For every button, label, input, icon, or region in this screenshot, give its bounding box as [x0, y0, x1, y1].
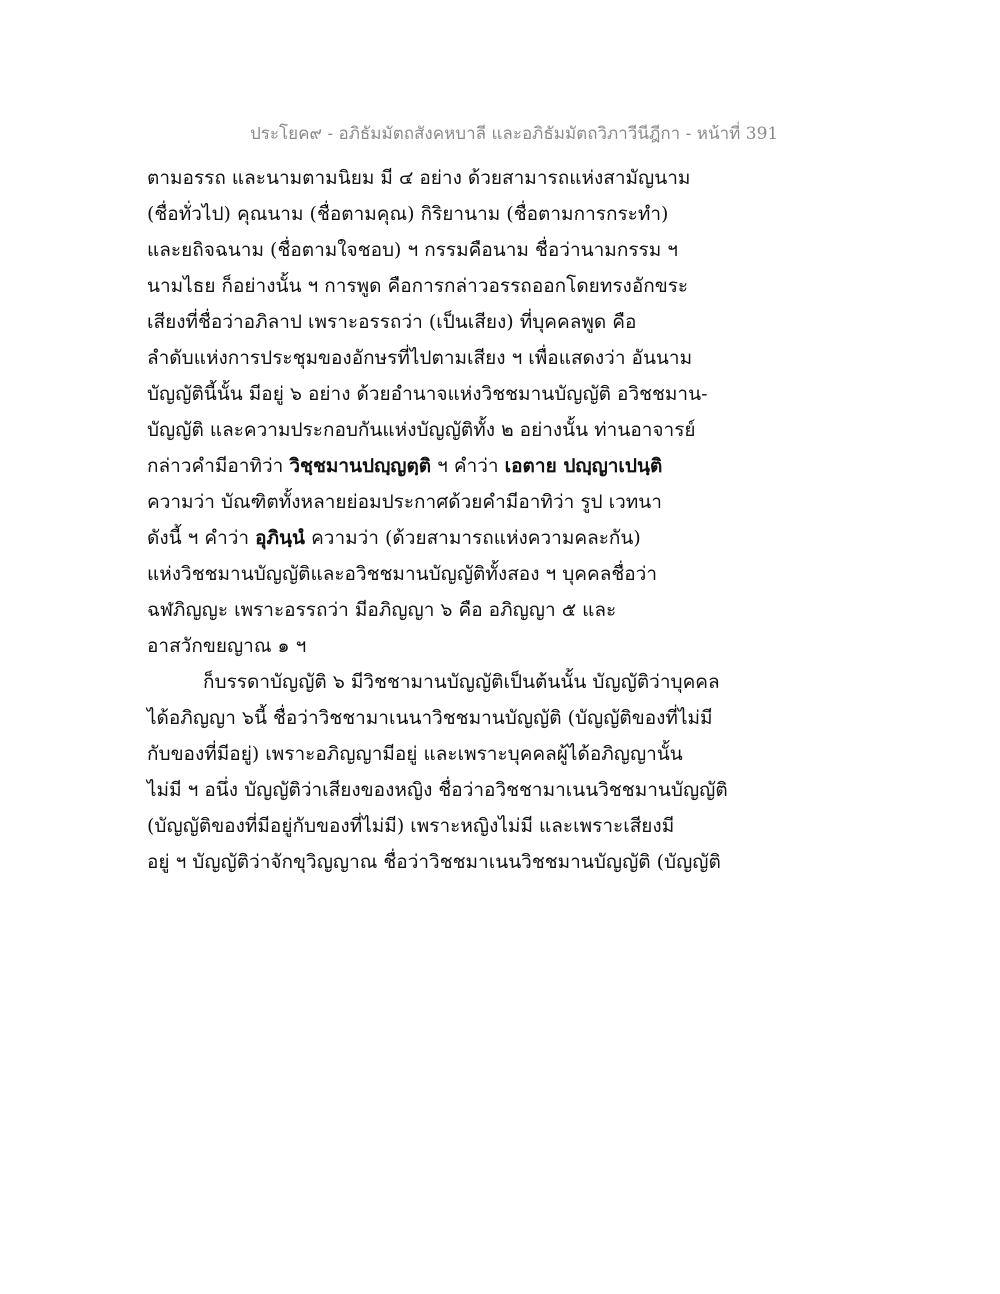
text-segment: ฯ คำว่า: [431, 455, 505, 477]
text-line: (บัญญัติของที่มีอยู่กับของที่ไม่มี) เพราะหญิงไม่มี และเพราะเสียงมี: [147, 815, 675, 837]
text-line-with-terms: [147, 448, 787, 484]
text-segment: ความว่า (ด้วยสามารถแห่งความคละกัน): [305, 527, 641, 549]
text-line: ตามอรรถ และนามตามนิยม มี ๔ อย่าง ด้วยสามารถแห่งสามัญนาม: [147, 167, 691, 189]
text-line: ความว่า บัณฑิตทั้งหลายย่อมประกาศด้วยคำมีอาทิว่า รูป เวทนา: [147, 491, 662, 513]
text-line: อาสวักขยญาณ ๑ ฯ: [147, 635, 307, 657]
pali-term: อุภินฺนํ: [255, 527, 306, 549]
text-line: ลำดับแห่งการประชุมของอักษรที่ไปตามเสียง ฯ เพื่อแสดงว่า อันนาม: [147, 347, 693, 369]
text-line: นามไธย ก็อย่างนั้น ฯ การพูด คือการกล่าวอรรถออกโดยทรงอักขระ: [147, 275, 689, 297]
text-line: (ชื่อทั่วไป) คุณนาม (ชื่อตามคุณ) กิริยานาม (ชื่อตามการกระทำ): [147, 203, 669, 225]
paragraph-first-line: ก็บรรดาบัญญัติ ๖ มีวิชชามานบัญญัติเป็นต้นนั้น บัญญัติว่าบุคคล: [203, 671, 720, 693]
text-line: ได้อภิญญา ๖นี้ ชื่อว่าวิชชามาเนนาวิชชมานบัญญัติ (บัญญัติของที่ไม่มี: [147, 707, 713, 729]
text-segment: ดังนี้ ฯ คำว่า: [147, 527, 256, 549]
pali-term: เอตาย ปญฺญาเปนฺติ: [504, 455, 663, 477]
text-line: ไม่มี ฯ อนึ่ง บัญญัติว่าเสียงของหญิง ชื่อว่าอวิชชามาเนนวิชชมานบัญญัติ: [147, 779, 728, 801]
text-line-with-term: [147, 520, 787, 556]
text-line: กับของที่มีอยู่) เพราะอภิญญามีอยู่ และเพราะบุคคลผู้ได้อภิญญานั้น: [147, 743, 683, 765]
text-line: บัญญัติ และความประกอบกันแห่งบัญญัติทั้ง ๒ อย่างนั้น ท่านอาจารย์: [147, 419, 696, 441]
text-segment: กล่าวคำมีอาทิว่า: [147, 455, 290, 477]
text-line: และยถิจฉนาม (ชื่อตามใจชอบ) ฯ กรรมคือนาม ชื่อว่านามกรรม ฯ: [147, 239, 678, 261]
running-header: ประโยค๙ - อภิธัมมัตถสังคหบาลี และอภิธัมมัตถวิภาวีนีฎีกา - หน้าที่ 391: [250, 124, 779, 144]
text-line: อยู่ ฯ บัญญัติว่าจักขุวิญญาณ ชื่อว่าวิชชมาเนนวิชชมานบัญญัติ (บัญญัติ: [147, 851, 721, 873]
text-line: แห่งวิชชมานบัญญัติและอวิชชมานบัญญัติทั้งสอง ฯ บุคคลชื่อว่า: [147, 563, 657, 585]
text-line: บัญญัตินี้นั้น มีอยู่ ๖ อย่าง ด้วยอำนาจแห่งวิชชมานบัญญัติ อวิชชมาน-: [147, 383, 708, 405]
text-line: ฉฬภิญญะ เพราะอรรถว่า มีอภิญญา ๖ คือ อภิญญา ๕ และ: [147, 599, 617, 621]
pali-term: วิชฺชมานปญฺญตฺติ: [289, 455, 432, 477]
text-line: เสียงที่ชื่อว่าอภิลาป เพราะอรรถว่า (เป็นเสียง) ที่บุคคลพูด คือ: [147, 311, 637, 333]
body-text: [147, 160, 787, 880]
